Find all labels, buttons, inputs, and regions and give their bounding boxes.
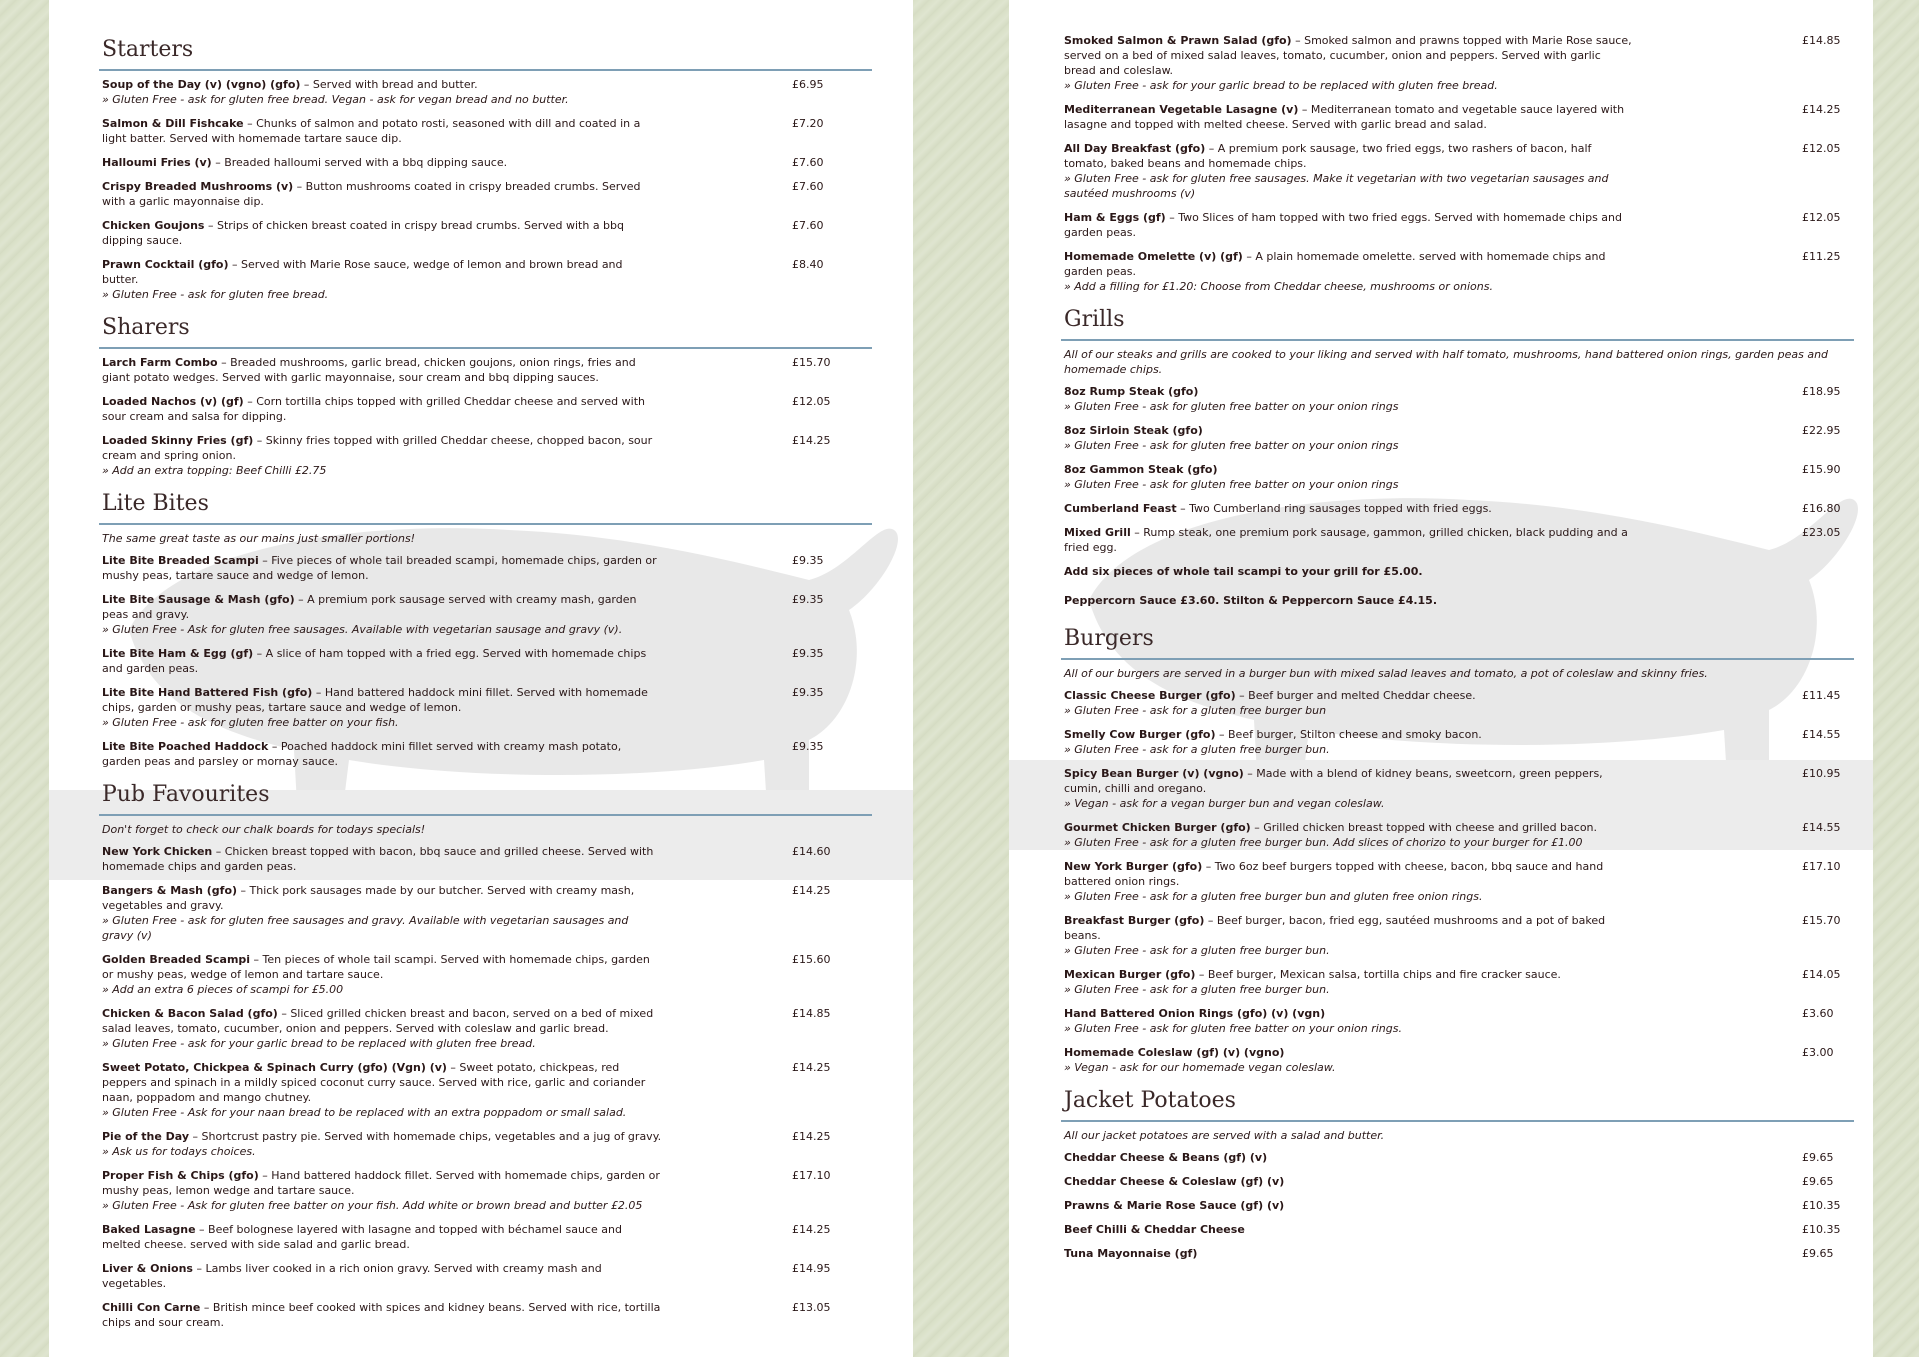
menu-item [1064,688,1854,718]
menu-item [1064,462,1854,492]
menu-item-price: £17.10 [1802,860,1841,873]
menu-item [1064,766,1854,811]
menu-item-description: – Skinny fries topped with grilled Cheddar cheese, chopped bacon, sour cream and spring onion. [102,434,653,462]
menu-item-text [1064,102,1634,132]
menu-item-price: £14.25 [792,1223,831,1236]
menu-item [102,685,872,730]
menu-item-name: Chicken Goujons [102,219,205,232]
menu-item-name: Cumberland Feast [1064,502,1177,515]
menu-item-name: Liver & Onions [102,1262,193,1275]
menu-item-description: – Beef burger, Mexican salsa, tortilla chips and fire cracker sauce. [1195,968,1561,981]
menu-item-text [1064,501,1634,516]
menu-item-price: £15.60 [792,953,831,966]
menu-item-price: £18.95 [1802,385,1841,398]
menu-item-price: £11.25 [1802,250,1841,263]
menu-item [1064,525,1854,555]
menu-item-text [102,77,662,107]
menu-item-note: » Add a filling for £1.20: Choose from Cheddar cheese, mushrooms or onions. [1064,280,1493,293]
menu-item-price: £9.35 [792,554,824,567]
menu-item-text [1064,1198,1634,1213]
menu-item-name: Cheddar Cheese & Coleslaw (gf) (v) [1064,1175,1285,1188]
menu-item [102,646,872,676]
section-divider [1061,1120,1854,1122]
menu-item-name: Proper Fish & Chips (gfo) [102,1169,259,1182]
menu-item [102,355,872,385]
menu-item-description: – Two 6oz beef burgers topped with cheese, bacon, bbq sauce and hand battered onion rings. [1064,860,1604,888]
menu-item-description: – Made with a blend of kidney beans, sweetcorn, green peppers, cumin, chilli and oregano. [1064,767,1603,795]
menu-item-description: – Ten pieces of whole tail scampi. Served with homemade chips, garden or mushy peas, wedge of lemon and tartare sauce. [102,953,650,981]
menu-item-note: » Gluten Free - ask for gluten free batter on your fish. [102,716,399,729]
menu-item-price: £9.65 [1802,1175,1834,1188]
menu-item [102,1261,872,1291]
menu-item-name: Golden Breaded Scampi [102,953,251,966]
menu-item-text [102,739,662,769]
menu-item-text [1064,1045,1634,1075]
menu-item-name: Soup of the Day (v) (vgno) (gfo) [102,78,301,91]
menu-item-text [1064,967,1634,997]
menu-item-text [1064,913,1634,958]
menu-item-name: Smoked Salmon & Prawn Salad (gfo) [1064,34,1292,47]
menu-item-description: – Beef burger and melted Cheddar cheese. [1235,689,1476,702]
menu-item-name: Smelly Cow Burger (gfo) [1064,728,1216,741]
menu-item [1064,501,1854,516]
menu-item [102,257,872,302]
menu-item-price: £7.20 [792,117,824,130]
menu-item-name: Pie of the Day [102,1130,190,1143]
menu-item-name: Larch Farm Combo [102,356,218,369]
menu-item [102,1006,872,1051]
menu-item-text [102,1222,662,1252]
section-note: All our jacket potatoes are served with a salad and butter. [1064,1129,1385,1142]
menu-item-note: » Gluten Free - ask for a gluten free burger bun. [1064,743,1330,756]
menu-item [1064,1174,1854,1189]
menu-item-description: – Sweet potato, chickpeas, red peppers and spinach in a mildly spiced coconut curry sauce. Served with rice, garlic and coriander naan, poppadom and mango chutney. [102,1061,646,1104]
menu-item-price: £23.05 [1802,526,1841,539]
menu-item-description: – British mince beef cooked with spices and kidney beans. Served with rice, tortilla chips and sour cream. [102,1301,661,1329]
menu-item-note: » Gluten Free - ask for a gluten free burger bun. Add slices of chorizo to your burger for £1.00 [1064,836,1583,849]
section-title: Lite Bites [102,491,209,516]
menu-item-price: £15.90 [1802,463,1841,476]
menu-section [102,487,872,769]
menu-item-price: £14.25 [792,1061,831,1074]
menu-item-name: New York Burger (gfo) [1064,860,1203,873]
menu-item-name: Ham & Eggs (gf) [1064,211,1166,224]
menu-item-price: £12.05 [792,395,831,408]
menu-item-note: » Gluten Free - Ask for gluten free sausages. Available with vegetarian sausage and gravy (v). [102,623,623,636]
menu-item-description: – Chicken breast topped with bacon, bbq sauce and grilled cheese. Served with homemade chips and garden peas. [102,845,654,873]
menu-item-note: » Gluten Free - ask for a gluten free burger bun [1064,704,1327,717]
menu-item-text [1064,462,1634,492]
menu-section [1064,622,1854,1075]
section-title: Starters [102,37,194,62]
menu-item-name: 8oz Sirloin Steak (gfo) [1064,424,1203,437]
menu-item-name: All Day Breakfast (gfo) [1064,142,1206,155]
menu-item-note: » Gluten Free - ask for gluten free batter on your onion rings. [1064,1022,1402,1035]
menu-item [1064,102,1854,132]
section-title: Burgers [1064,626,1154,651]
menu-item [1064,384,1854,414]
menu-item-note: » Gluten Free - Ask for your naan bread to be replaced with an extra poppadom or small salad. [102,1106,627,1119]
menu-item-price: £14.25 [792,884,831,897]
menu-item-price: £14.55 [1802,821,1841,834]
menu-item [1064,1006,1854,1036]
menu-item-price: £13.05 [792,1301,831,1314]
menu-item-text [1064,820,1634,850]
menu-item-text [1064,766,1634,811]
menu-item-name: Mixed Grill [1064,526,1131,539]
menu-item-name: Homemade Omelette (v) (gf) [1064,250,1243,263]
menu-item-price: £8.40 [792,258,824,271]
menu-item-price: £14.25 [1802,103,1841,116]
menu-item-price: £14.95 [792,1262,831,1275]
menu-item-price: £9.65 [1802,1151,1834,1164]
menu-item-text [102,433,662,478]
menu-item-description: – Mediterranean tomato and vegetable sauce layered with lasagne and topped with melted cheese. Served with garlic bread and salad. [1064,103,1625,131]
menu-item-text [102,952,662,997]
menu-item-description: – Poached haddock mini fillet served with creamy mash potato, garden peas and parsley or mornay sauce. [102,740,622,768]
menu-item-text [102,1168,662,1213]
background-center-strip [913,0,1009,1357]
menu-item-note: » Add an extra 6 pieces of scampi for £5.00 [102,983,344,996]
section-note: Don't forget to check our chalk boards for todays specials! [102,823,426,836]
menu-item-price: £14.60 [792,845,831,858]
menu-item-price: £14.85 [792,1007,831,1020]
menu-item-description: – Served with bread and butter. [300,78,478,91]
section-jacket-potatoes [1064,1084,1854,1261]
menu-item-price: £17.10 [792,1169,831,1182]
menu-item-description: – Smoked salmon and prawns topped with Marie Rose sauce, served on a bed of mixed salad leaves, tomato, cucumber, onion and peppers. Served with garlic bread and coleslaw. [1064,34,1632,77]
menu-item-name: Lite Bite Ham & Egg (gf) [102,647,254,660]
section-divider [1061,658,1854,660]
menu-item-name: Classic Cheese Burger (gfo) [1064,689,1236,702]
menu-page-right [1009,0,1873,1357]
menu-item-text [102,179,662,209]
menu-item-text [102,646,662,676]
menu-item-price: £15.70 [1802,914,1841,927]
menu-item-note: » Gluten Free - ask for gluten free bread. Vegan - ask for vegan bread and no butter. [102,93,569,106]
menu-item-price: £12.05 [1802,211,1841,224]
menu-item-text [102,116,662,146]
menu-item-name: 8oz Rump Steak (gfo) [1064,385,1199,398]
menu-item [1064,727,1854,757]
menu-item-text [1064,1222,1634,1237]
section-note: The same great taste as our mains just smaller portions! [102,532,416,545]
menu-item-note: » Add an extra topping: Beef Chilli £2.75 [102,464,327,477]
menu-item-price: £10.35 [1802,1199,1841,1212]
menu-item-text [102,1300,662,1330]
menu-item-description: – Served with Marie Rose sauce, wedge of lemon and brown bread and butter. [102,258,623,286]
menu-item-price: £11.45 [1802,689,1841,702]
background-left-strip [0,0,49,1357]
section-title: Sharers [102,315,190,340]
menu-item [1064,913,1854,958]
menu-item-name: Salmon & Dill Fishcake [102,117,244,130]
menu-item-name: Sweet Potato, Chickpea & Spinach Curry (gfo) (Vgn) (v) [102,1061,447,1074]
menu-item-name: Lite Bite Breaded Scampi [102,554,259,567]
menu-item-name: Hand Battered Onion Rings (gfo) (v) (vgn) [1064,1007,1326,1020]
section-divider [99,523,872,525]
menu-item-description: – Two Cumberland ring sausages topped with fried eggs. [1176,502,1492,515]
section-grills [1064,303,1854,608]
grill-sauces: Peppercorn Sauce £3.60. Stilton & Peppercorn Sauce £4.15. [1064,594,1438,607]
menu-item-description: – A premium pork sausage, two fried eggs, two rashers of bacon, half tomato, baked beans and homemade chips. [1064,142,1592,170]
menu-item [1064,210,1854,240]
menu-item-price: £9.35 [792,686,824,699]
section-title: Pub Favourites [102,782,270,807]
menu-item-name: Gourmet Chicken Burger (gfo) [1064,821,1251,834]
menu-item-text [1064,1150,1634,1165]
menu-item-note: » Gluten Free - ask for a gluten free burger bun. [1064,944,1330,957]
menu-item [102,1129,872,1159]
menu-item [102,218,872,248]
menu-item [1064,1045,1854,1075]
menu-item-note: » Gluten Free - ask for gluten free batter on your onion rings [1064,400,1399,413]
menu-item-text [102,883,662,943]
menu-item-text [1064,249,1634,294]
menu-item-text [1064,727,1634,757]
menu-item-description: – Grilled chicken breast topped with cheese and grilled bacon. [1250,821,1598,834]
menu-item-note: » Gluten Free - ask for gluten free sausages and gravy. Available with vegetarian sausages and gravy (v) [102,914,629,942]
menu-item-text [1064,525,1634,555]
menu-section [102,778,872,1330]
section-divider [99,347,872,349]
menu-item-text [102,394,662,424]
menu-item-name: Breakfast Burger (gfo) [1064,914,1205,927]
menu-item-price: £14.85 [1802,34,1841,47]
menu-item-text [1064,1246,1634,1261]
menu-item-description: – Corn tortilla chips topped with grilled Cheddar cheese and served with sour cream and salsa for dipping. [102,395,645,423]
menu-item-text [102,592,662,637]
menu-item-price: £3.00 [1802,1046,1834,1059]
menu-item-text [102,1060,662,1120]
menu-item-text [102,155,662,170]
menu-item [102,1300,872,1330]
left-menu-column [102,33,872,1339]
menu-item-text [102,844,662,874]
menu-item-name: Homemade Coleslaw (gf) (v) (vgno) [1064,1046,1285,1059]
menu-item-text [102,1129,662,1159]
section-divider [1061,339,1854,341]
menu-item-name: Prawn Cocktail (gfo) [102,258,229,271]
menu-item-note: » Vegan - ask for a vegan burger bun and vegan coleslaw. [1064,797,1385,810]
menu-item-price: £12.05 [1802,142,1841,155]
menu-page-left [49,0,913,1357]
menu-item [102,77,872,107]
menu-item-description: – Hand battered haddock fillet. Served with homemade chips, garden or mushy peas, lemon wedge and tartare sauce. [102,1169,660,1197]
menu-item-name: Lite Bite Sausage & Mash (gfo) [102,593,295,606]
menu-item-text [1064,384,1634,414]
menu-item-name: Halloumi Fries (v) [102,156,212,169]
menu-item-text [102,257,662,302]
menu-item-description: – Thick pork sausages made by our butcher. Served with creamy mash, vegetables and gravy. [102,884,635,912]
section-divider [99,69,872,71]
menu-item-price: £14.25 [792,1130,831,1143]
menu-item-text [1064,33,1634,93]
menu-item-price: £9.35 [792,647,824,660]
menu-item [102,952,872,997]
menu-item [102,739,872,769]
menu-item-price: £14.05 [1802,968,1841,981]
menu-item-name: Baked Lasagne [102,1223,196,1236]
menu-item [102,1060,872,1120]
menu-item-name: Cheddar Cheese & Beans (gf) (v) [1064,1151,1268,1164]
menu-item-text [102,553,662,583]
menu-item [1064,820,1854,850]
menu-item-note: » Vegan - ask for our homemade vegan coleslaw. [1064,1061,1336,1074]
menu-item-name: Beef Chilli & Cheddar Cheese [1064,1223,1245,1236]
menu-item-note: » Gluten Free - ask for gluten free bread. [102,288,329,301]
menu-item-name: 8oz Gammon Steak (gfo) [1064,463,1218,476]
menu-item [102,433,872,478]
menu-item-description: – Hand battered haddock mini fillet. Served with homemade chips, garden or mushy peas, tartare sauce and wedge of lemon. [102,686,648,714]
menu-section [1064,1084,1854,1261]
menu-item-name: Mediterranean Vegetable Lasagne (v) [1064,103,1299,116]
menu-item-text [102,685,662,730]
menu-item-name: Loaded Nachos (v) (gf) [102,395,244,408]
menu-item [1064,141,1854,201]
menu-item-text [102,218,662,248]
menu-item-description: – Lambs liver cooked in a rich onion gravy. Served with creamy mash and vegetables. [102,1262,602,1290]
menu-item-name: Lite Bite Hand Battered Fish (gfo) [102,686,313,699]
menu-item-text [1064,1006,1634,1036]
menu-item [1064,1198,1854,1213]
menu-item-price: £3.60 [1802,1007,1834,1020]
menu-item-description: – A plain homemade omelette. served with homemade chips and garden peas. [1064,250,1606,278]
menu-item-price: £10.95 [1802,767,1841,780]
right-menu-column [1064,33,1854,1270]
menu-item-text [102,1261,662,1291]
menu-item-name: Crispy Breaded Mushrooms (v) [102,180,294,193]
menu-item [1064,859,1854,904]
menu-item-note: » Ask us for todays choices. [102,1145,256,1158]
menu-item-name: Spicy Bean Burger (v) (vgno) [1064,767,1244,780]
menu-item-text [1064,1174,1634,1189]
background-right-strip [1873,0,1919,1357]
section-note: All of our burgers are served in a burger bun with mixed salad leaves and tomato, a pot of coleslaw and skinny fries. [1064,667,1708,680]
menu-item [102,179,872,209]
menu-item-price: £7.60 [792,180,824,193]
menu-item [1064,423,1854,453]
menu-item-name: Bangers & Mash (gfo) [102,884,238,897]
menu-item-name: Mexican Burger (gfo) [1064,968,1196,981]
menu-item-description: – Sliced grilled chicken breast and bacon, served on a bed of mixed salad leaves, tomato, cucumber, onion and peppers. Served with coleslaw and garlic bread. [102,1007,654,1035]
menu-item-text [1064,141,1634,201]
menu-item [1064,33,1854,93]
menu-item-name: New York Chicken [102,845,213,858]
menu-item-text [1064,210,1634,240]
menu-item-price: £6.95 [792,78,824,91]
menu-item-name: Chicken & Bacon Salad (gfo) [102,1007,278,1020]
section-title: Grills [1064,307,1125,332]
menu-item [102,1168,872,1213]
menu-item-description: – Chunks of salmon and potato rosti, seasoned with dill and coated in a light batter. Served with homemade tartare sauce dip. [102,117,641,145]
section-title: Jacket Potatoes [1064,1088,1236,1113]
menu-item-name: Tuna Mayonnaise (gf) [1064,1247,1198,1260]
menu-item-price: £9.35 [792,593,824,606]
menu-item-text [102,1006,662,1051]
menu-item-price: £9.65 [1802,1247,1834,1260]
menu-item [1064,967,1854,997]
menu-item-price: £22.95 [1802,424,1841,437]
menu-item-description: – Five pieces of whole tail breaded scampi, homemade chips, garden or mushy peas, tartare sauce and wedge of lemon. [102,554,657,582]
menu-item-description: – Beef bolognese layered with lasagne and topped with béchamel sauce and melted cheese. served with side salad and garlic bread. [102,1223,622,1251]
menu-item-note: » Gluten Free - ask for your garlic bread to be replaced with gluten free bread. [102,1037,536,1050]
menu-item-text [1064,688,1634,718]
grill-extra-scampi: Add six pieces of whole tail scampi to your grill for £5.00. [1064,565,1423,578]
menu-item-note: » Gluten Free - ask for a gluten free burger bun. [1064,983,1330,996]
menu-item-description: – Rump steak, one premium pork sausage, gammon, grilled chicken, black pudding and a fried egg. [1064,526,1628,554]
menu-item-name: Prawns & Marie Rose Sauce (gf) (v) [1064,1199,1285,1212]
menu-item-note: » Gluten Free - Ask for gluten free batter on your fish. Add white or brown bread and butter £2.05 [102,1199,643,1212]
menu-item-description: – Beef burger, Stilton cheese and smoky bacon. [1215,728,1482,741]
menu-item [1064,1150,1854,1165]
menu-item-description: – Breaded mushrooms, garlic bread, chicken goujons, onion rings, fries and giant potato wedges. Served with garlic mayonnaise, sour cream and bbq dipping sauces. [102,356,636,384]
menu-item-description: – Strips of chicken breast coated in crispy bread crumbs. Served with a bbq dipping sauce. [102,219,625,247]
menu-item [1064,1246,1854,1261]
section-note: All of our steaks and grills are cooked to your liking and served with half tomato, mushrooms, hand battered onion rings, garden peas and homemade chips. [1064,348,1829,376]
menu-item-description: – Beef burger, bacon, fried egg, sautéed mushrooms and a pot of baked beans. [1064,914,1606,942]
menu-item [1064,1222,1854,1237]
menu-item-name: Lite Bite Poached Haddock [102,740,269,753]
menu-item-price: £16.80 [1802,502,1841,515]
menu-item-price: £7.60 [792,219,824,232]
menu-item-description: – Button mushrooms coated in crispy breaded crumbs. Served with a garlic mayonnaise dip. [102,180,641,208]
menu-item [102,394,872,424]
menu-item-note: » Gluten Free - ask for gluten free batter on your onion rings [1064,478,1399,491]
menu-item [102,883,872,943]
menu-item-note: » Gluten Free - ask for your garlic bread to be replaced with gluten free bread. [1064,79,1498,92]
menu-item [102,116,872,146]
menu-item-description: – Breaded halloumi served with a bbq dipping sauce. [211,156,508,169]
menu-item [102,592,872,637]
menu-item-text [1064,859,1634,904]
section-burgers [1064,622,1854,1075]
menu-item-name: Chilli Con Carne [102,1301,201,1314]
menu-item-text [1064,423,1634,453]
menu-item-text [102,355,662,385]
menu-item [102,1222,872,1252]
mains-continued [1064,33,1854,294]
menu-section [102,311,872,478]
menu-item-price: £14.55 [1802,728,1841,741]
menu-item-note: » Gluten Free - ask for gluten free batter on your onion rings [1064,439,1399,452]
menu-item-price: £14.25 [792,434,831,447]
menu-item-description: – Two Slices of ham topped with two fried eggs. Served with homemade chips and garden peas. [1064,211,1622,239]
menu-item [102,844,872,874]
menu-item-price: £10.35 [1802,1223,1841,1236]
menu-item [1064,249,1854,294]
menu-item-note: » Gluten Free - ask for a gluten free burger bun and gluten free onion rings. [1064,890,1483,903]
menu-section [1064,303,1854,608]
menu-item-name: Loaded Skinny Fries (gf) [102,434,254,447]
menu-item [102,553,872,583]
section-divider [99,814,872,816]
menu-item-description: – Shortcrust pastry pie. Served with homemade chips, vegetables and a jug of gravy. [189,1130,662,1143]
menu-item-note: » Gluten Free - ask for gluten free sausages. Make it vegetarian with two vegetarian sausages and sautéed mushrooms (v) [1064,172,1609,200]
menu-item-price: £9.35 [792,740,824,753]
menu-item-price: £7.60 [792,156,824,169]
menu-item [102,155,872,170]
menu-item-description: – A slice of ham topped with a fried egg. Served with homemade chips and garden peas. [102,647,647,675]
menu-section [102,33,872,302]
menu-item-price: £15.70 [792,356,831,369]
menu-item-description: – A premium pork sausage served with creamy mash, garden peas and gravy. [102,593,637,621]
